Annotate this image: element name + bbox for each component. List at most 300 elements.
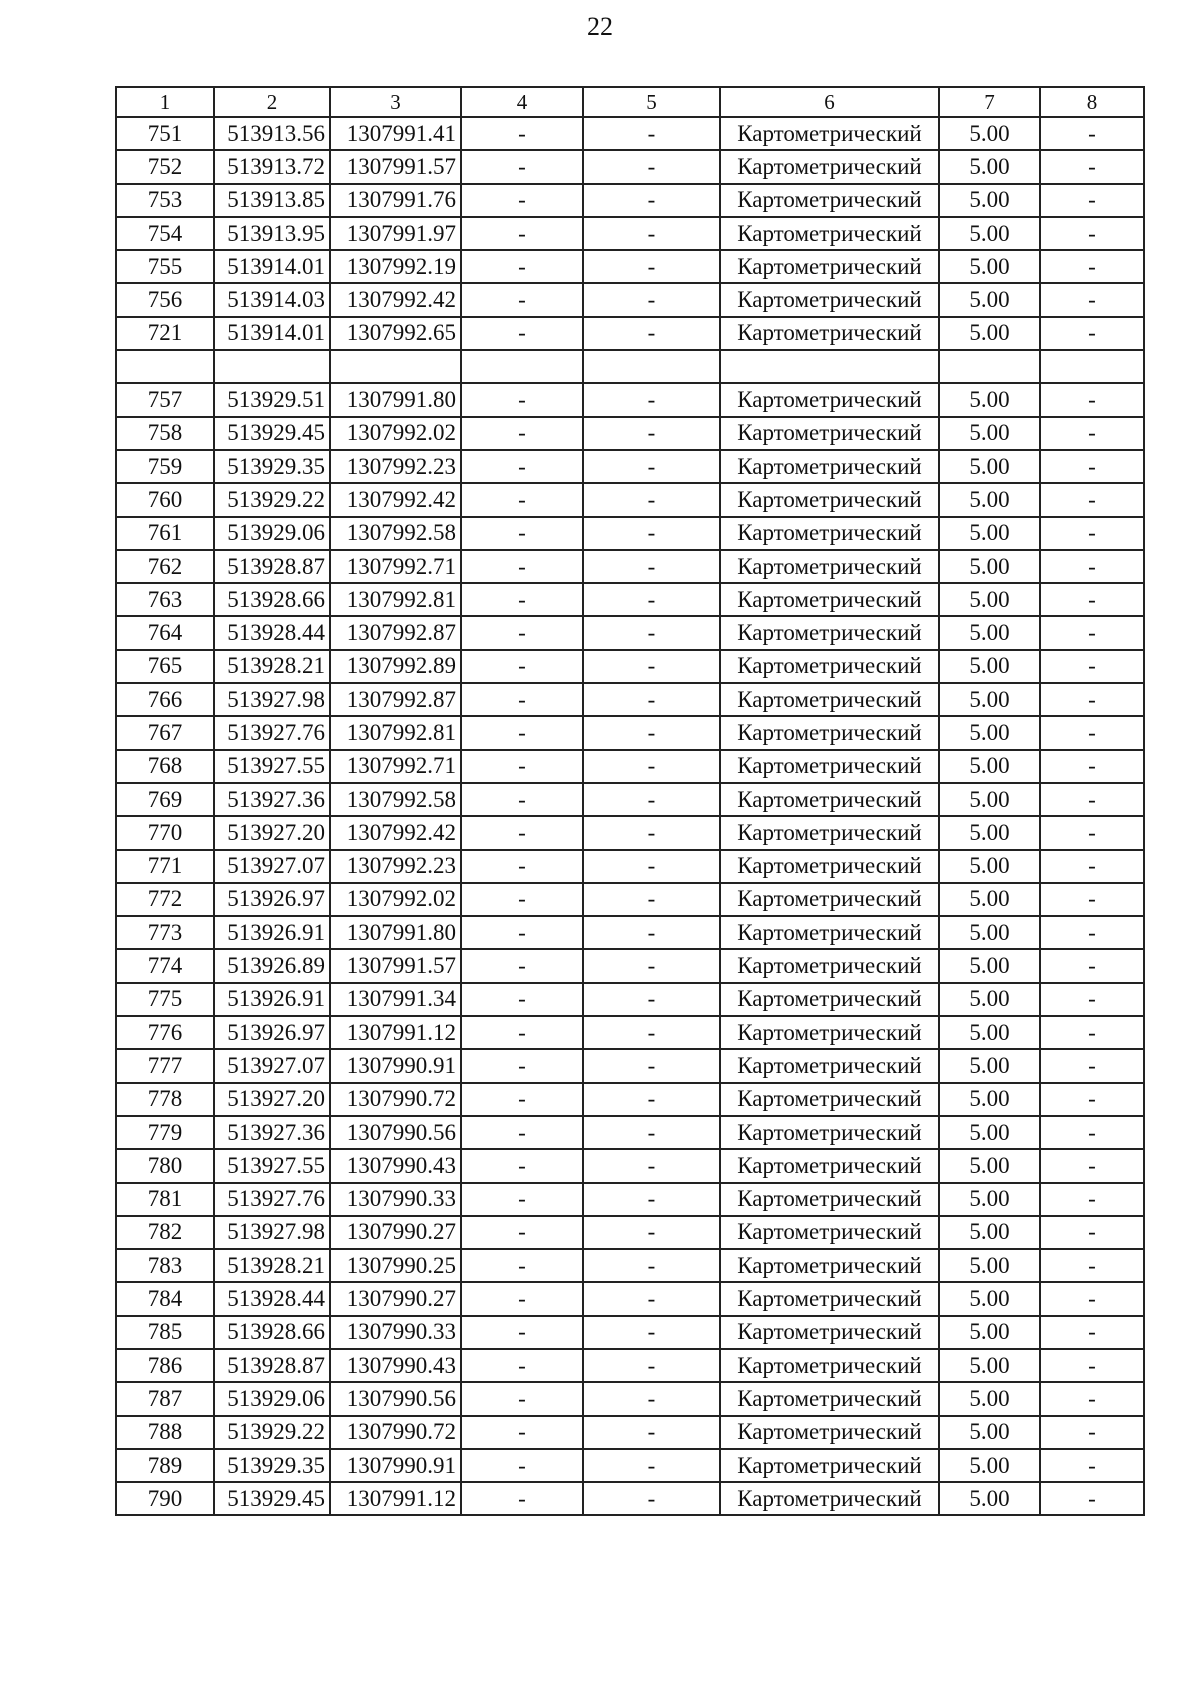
point-number-cell: 756	[116, 283, 214, 316]
column-header-3: 3	[330, 87, 461, 117]
x-coordinate-cell: 513927.07	[214, 1049, 330, 1082]
column-header-6: 6	[720, 87, 939, 117]
y-coordinate-cell	[330, 350, 461, 383]
table-row	[116, 317, 1144, 350]
col-4-cell: -	[461, 1416, 583, 1449]
col-8-cell: -	[1040, 1449, 1144, 1482]
col-4-cell: -	[461, 716, 583, 749]
accuracy-cell: 5.00	[939, 283, 1040, 316]
table-row	[116, 650, 1144, 683]
col-5-cell: -	[583, 1382, 720, 1415]
col-4-cell: -	[461, 1049, 583, 1082]
x-coordinate-cell: 513929.22	[214, 1416, 330, 1449]
col-8-cell: -	[1040, 250, 1144, 283]
col-5-cell: -	[583, 949, 720, 982]
col-8-cell: -	[1040, 616, 1144, 649]
y-coordinate-cell: 1307990.56	[330, 1382, 461, 1415]
table-row	[116, 1149, 1144, 1182]
method-cell: Картометрический	[720, 716, 939, 749]
x-coordinate-cell: 513927.76	[214, 1183, 330, 1216]
accuracy-cell: 5.00	[939, 616, 1040, 649]
col-4-cell: -	[461, 150, 583, 183]
accuracy-cell: 5.00	[939, 1116, 1040, 1149]
y-coordinate-cell: 1307992.71	[330, 750, 461, 783]
table-row	[116, 1449, 1144, 1482]
x-coordinate-cell: 513927.55	[214, 1149, 330, 1182]
col-5-cell: -	[583, 1416, 720, 1449]
col-8-cell: -	[1040, 1382, 1144, 1415]
col-8-cell: -	[1040, 450, 1144, 483]
y-coordinate-cell: 1307992.42	[330, 816, 461, 849]
col-5-cell: -	[583, 750, 720, 783]
col-4-cell: -	[461, 1116, 583, 1149]
point-number-cell: 781	[116, 1183, 214, 1216]
col-5-cell: -	[583, 483, 720, 516]
accuracy-cell: 5.00	[939, 850, 1040, 883]
point-number-cell: 778	[116, 1083, 214, 1116]
col-5-cell: -	[583, 616, 720, 649]
point-number-cell: 760	[116, 483, 214, 516]
table-row	[116, 1183, 1144, 1216]
x-coordinate-cell: 513929.06	[214, 517, 330, 550]
point-number-cell: 776	[116, 1016, 214, 1049]
x-coordinate-cell: 513913.56	[214, 117, 330, 150]
col-4-cell: -	[461, 850, 583, 883]
point-number-cell: 783	[116, 1249, 214, 1282]
point-number-cell: 769	[116, 783, 214, 816]
col-5-cell: -	[583, 317, 720, 350]
table-row	[116, 583, 1144, 616]
x-coordinate-cell: 513929.45	[214, 1482, 330, 1515]
col-8-cell: -	[1040, 1416, 1144, 1449]
col-5-cell: -	[583, 1449, 720, 1482]
x-coordinate-cell: 513927.36	[214, 1116, 330, 1149]
method-cell: Картометрический	[720, 1449, 939, 1482]
accuracy-cell: 5.00	[939, 816, 1040, 849]
accuracy-cell: 5.00	[939, 983, 1040, 1016]
point-number-cell: 752	[116, 150, 214, 183]
x-coordinate-cell: 513927.55	[214, 750, 330, 783]
method-cell: Картометрический	[720, 250, 939, 283]
method-cell: Картометрический	[720, 1116, 939, 1149]
table-row	[116, 816, 1144, 849]
point-number-cell: 784	[116, 1282, 214, 1315]
y-coordinate-cell: 1307992.23	[330, 850, 461, 883]
x-coordinate-cell: 513928.21	[214, 1249, 330, 1282]
point-number-cell: 755	[116, 250, 214, 283]
table-row	[116, 783, 1144, 816]
y-coordinate-cell: 1307991.97	[330, 217, 461, 250]
col-5-cell: -	[583, 883, 720, 916]
col-8-cell: -	[1040, 650, 1144, 683]
col-8-cell: -	[1040, 383, 1144, 416]
col-4-cell: -	[461, 283, 583, 316]
col-8-cell: -	[1040, 1349, 1144, 1382]
col-4-cell: -	[461, 1183, 583, 1216]
col-8-cell: -	[1040, 750, 1144, 783]
col-4-cell: -	[461, 783, 583, 816]
col-4-cell: -	[461, 1083, 583, 1116]
x-coordinate-cell: 513926.91	[214, 916, 330, 949]
column-header-8: 8	[1040, 87, 1144, 117]
col-4-cell: -	[461, 1282, 583, 1315]
method-cell: Картометрический	[720, 1482, 939, 1515]
accuracy-cell: 5.00	[939, 150, 1040, 183]
method-cell: Картометрический	[720, 1149, 939, 1182]
col-8-cell	[1040, 350, 1144, 383]
accuracy-cell: 5.00	[939, 417, 1040, 450]
method-cell: Картометрический	[720, 517, 939, 550]
accuracy-cell: 5.00	[939, 550, 1040, 583]
y-coordinate-cell: 1307992.81	[330, 716, 461, 749]
point-number-cell: 765	[116, 650, 214, 683]
table-row	[116, 1316, 1144, 1349]
point-number-cell: 789	[116, 1449, 214, 1482]
x-coordinate-cell: 513927.98	[214, 683, 330, 716]
accuracy-cell: 5.00	[939, 450, 1040, 483]
y-coordinate-cell: 1307992.19	[330, 250, 461, 283]
method-cell: Картометрический	[720, 184, 939, 217]
y-coordinate-cell: 1307990.56	[330, 1116, 461, 1149]
col-5-cell: -	[583, 916, 720, 949]
col-4-cell: -	[461, 1249, 583, 1282]
accuracy-cell: 5.00	[939, 217, 1040, 250]
x-coordinate-cell: 513928.87	[214, 1349, 330, 1382]
col-5-cell: -	[583, 184, 720, 217]
col-5-cell: -	[583, 217, 720, 250]
method-cell: Картометрический	[720, 750, 939, 783]
column-header-2: 2	[214, 87, 330, 117]
accuracy-cell: 5.00	[939, 1349, 1040, 1382]
col-5-cell: -	[583, 716, 720, 749]
y-coordinate-cell: 1307992.42	[330, 283, 461, 316]
method-cell: Картометрический	[720, 383, 939, 416]
accuracy-cell	[939, 350, 1040, 383]
point-number-cell: 759	[116, 450, 214, 483]
method-cell: Картометрический	[720, 1183, 939, 1216]
y-coordinate-cell: 1307992.58	[330, 517, 461, 550]
accuracy-cell: 5.00	[939, 716, 1040, 749]
y-coordinate-cell: 1307992.89	[330, 650, 461, 683]
table-row	[116, 517, 1144, 550]
col-4-cell: -	[461, 750, 583, 783]
point-number-cell: 786	[116, 1349, 214, 1382]
table-row	[116, 1382, 1144, 1415]
table-row	[116, 1482, 1144, 1515]
method-cell: Картометрический	[720, 850, 939, 883]
y-coordinate-cell: 1307991.80	[330, 916, 461, 949]
point-number-cell: 754	[116, 217, 214, 250]
point-number-cell: 771	[116, 850, 214, 883]
accuracy-cell: 5.00	[939, 1149, 1040, 1182]
method-cell: Картометрический	[720, 1016, 939, 1049]
table-row	[116, 750, 1144, 783]
y-coordinate-cell: 1307992.23	[330, 450, 461, 483]
y-coordinate-cell: 1307991.80	[330, 383, 461, 416]
x-coordinate-cell: 513914.03	[214, 283, 330, 316]
col-5-cell: -	[583, 1249, 720, 1282]
x-coordinate-cell: 513927.07	[214, 850, 330, 883]
y-coordinate-cell: 1307991.57	[330, 150, 461, 183]
col-4-cell: -	[461, 450, 583, 483]
y-coordinate-cell: 1307991.57	[330, 949, 461, 982]
y-coordinate-cell: 1307990.33	[330, 1183, 461, 1216]
method-cell: Картометрический	[720, 117, 939, 150]
col-4-cell: -	[461, 550, 583, 583]
col-4-cell: -	[461, 250, 583, 283]
col-5-cell: -	[583, 816, 720, 849]
accuracy-cell: 5.00	[939, 783, 1040, 816]
table-row	[116, 217, 1144, 250]
col-4-cell: -	[461, 616, 583, 649]
method-cell: Картометрический	[720, 217, 939, 250]
col-4-cell: -	[461, 883, 583, 916]
col-5-cell: -	[583, 450, 720, 483]
method-cell: Картометрический	[720, 616, 939, 649]
method-cell: Картометрический	[720, 450, 939, 483]
point-number-cell: 768	[116, 750, 214, 783]
method-cell: Картометрический	[720, 317, 939, 350]
col-4-cell: -	[461, 184, 583, 217]
table-row	[116, 117, 1144, 150]
col-5-cell: -	[583, 417, 720, 450]
table-row	[116, 350, 1144, 383]
accuracy-cell: 5.00	[939, 483, 1040, 516]
col-5-cell: -	[583, 1183, 720, 1216]
accuracy-cell: 5.00	[939, 383, 1040, 416]
col-8-cell: -	[1040, 117, 1144, 150]
col-4-cell: -	[461, 650, 583, 683]
col-8-cell: -	[1040, 217, 1144, 250]
x-coordinate-cell: 513914.01	[214, 250, 330, 283]
table-row	[116, 1216, 1144, 1249]
col-4-cell: -	[461, 1482, 583, 1515]
y-coordinate-cell: 1307990.91	[330, 1449, 461, 1482]
col-4-cell: -	[461, 383, 583, 416]
col-5-cell: -	[583, 1149, 720, 1182]
x-coordinate-cell: 513926.97	[214, 883, 330, 916]
column-header-7: 7	[939, 87, 1040, 117]
point-number-cell	[116, 350, 214, 383]
column-header-1: 1	[116, 87, 214, 117]
point-number-cell: 787	[116, 1382, 214, 1415]
x-coordinate-cell: 513928.66	[214, 583, 330, 616]
table-body	[116, 117, 1144, 1515]
point-number-cell: 766	[116, 683, 214, 716]
col-8-cell: -	[1040, 1116, 1144, 1149]
table-row	[116, 450, 1144, 483]
x-coordinate-cell: 513927.20	[214, 1083, 330, 1116]
method-cell: Картометрический	[720, 1083, 939, 1116]
col-4-cell: -	[461, 1349, 583, 1382]
accuracy-cell: 5.00	[939, 1183, 1040, 1216]
col-8-cell: -	[1040, 283, 1144, 316]
y-coordinate-cell: 1307990.33	[330, 1316, 461, 1349]
col-8-cell: -	[1040, 1249, 1144, 1282]
method-cell: Картометрический	[720, 483, 939, 516]
accuracy-cell: 5.00	[939, 1216, 1040, 1249]
col-8-cell: -	[1040, 150, 1144, 183]
table-row	[116, 1016, 1144, 1049]
col-4-cell: -	[461, 683, 583, 716]
col-5-cell: -	[583, 1282, 720, 1315]
x-coordinate-cell: 513928.21	[214, 650, 330, 683]
col-5-cell: -	[583, 850, 720, 883]
col-4-cell: -	[461, 1382, 583, 1415]
accuracy-cell: 5.00	[939, 184, 1040, 217]
table-row	[116, 283, 1144, 316]
method-cell: Картометрический	[720, 1349, 939, 1382]
col-5-cell: -	[583, 583, 720, 616]
accuracy-cell: 5.00	[939, 117, 1040, 150]
x-coordinate-cell: 513927.20	[214, 816, 330, 849]
y-coordinate-cell: 1307991.41	[330, 117, 461, 150]
y-coordinate-cell: 1307992.02	[330, 883, 461, 916]
x-coordinate-cell: 513929.35	[214, 1449, 330, 1482]
point-number-cell: 782	[116, 1216, 214, 1249]
table-row	[116, 683, 1144, 716]
coordinates-table	[115, 86, 1145, 1516]
accuracy-cell: 5.00	[939, 517, 1040, 550]
table-row	[116, 883, 1144, 916]
y-coordinate-cell: 1307991.76	[330, 184, 461, 217]
col-5-cell: -	[583, 1482, 720, 1515]
col-8-cell: -	[1040, 1083, 1144, 1116]
col-8-cell: -	[1040, 949, 1144, 982]
y-coordinate-cell: 1307990.72	[330, 1416, 461, 1449]
accuracy-cell: 5.00	[939, 949, 1040, 982]
method-cell: Картометрический	[720, 949, 939, 982]
point-number-cell: 790	[116, 1482, 214, 1515]
method-cell: Картометрический	[720, 1416, 939, 1449]
col-4-cell: -	[461, 1316, 583, 1349]
method-cell: Картометрический	[720, 1049, 939, 1082]
col-8-cell: -	[1040, 816, 1144, 849]
y-coordinate-cell: 1307991.12	[330, 1016, 461, 1049]
col-8-cell: -	[1040, 1016, 1144, 1049]
method-cell: Картометрический	[720, 1216, 939, 1249]
table-row	[116, 184, 1144, 217]
accuracy-cell: 5.00	[939, 1049, 1040, 1082]
accuracy-cell: 5.00	[939, 1482, 1040, 1515]
x-coordinate-cell: 513927.76	[214, 716, 330, 749]
x-coordinate-cell: 513913.95	[214, 217, 330, 250]
col-4-cell: -	[461, 217, 583, 250]
y-coordinate-cell: 1307992.71	[330, 550, 461, 583]
col-8-cell: -	[1040, 184, 1144, 217]
point-number-cell: 777	[116, 1049, 214, 1082]
table-row	[116, 250, 1144, 283]
col-4-cell: -	[461, 417, 583, 450]
x-coordinate-cell: 513913.85	[214, 184, 330, 217]
point-number-cell: 764	[116, 616, 214, 649]
point-number-cell: 772	[116, 883, 214, 916]
col-8-cell: -	[1040, 317, 1144, 350]
point-number-cell: 762	[116, 550, 214, 583]
col-4-cell: -	[461, 1216, 583, 1249]
y-coordinate-cell: 1307992.65	[330, 317, 461, 350]
y-coordinate-cell: 1307991.34	[330, 983, 461, 1016]
method-cell: Картометрический	[720, 916, 939, 949]
accuracy-cell: 5.00	[939, 583, 1040, 616]
accuracy-cell: 5.00	[939, 1449, 1040, 1482]
col-4-cell: -	[461, 483, 583, 516]
point-number-cell: 757	[116, 383, 214, 416]
col-5-cell: -	[583, 783, 720, 816]
col-5-cell: -	[583, 550, 720, 583]
table-row	[116, 1249, 1144, 1282]
y-coordinate-cell: 1307990.43	[330, 1149, 461, 1182]
col-4-cell: -	[461, 1449, 583, 1482]
col-8-cell: -	[1040, 1282, 1144, 1315]
x-coordinate-cell: 513926.91	[214, 983, 330, 1016]
col-8-cell: -	[1040, 483, 1144, 516]
x-coordinate-cell: 513929.45	[214, 417, 330, 450]
y-coordinate-cell: 1307991.12	[330, 1482, 461, 1515]
table-row	[116, 1282, 1144, 1315]
accuracy-cell: 5.00	[939, 1083, 1040, 1116]
point-number-cell: 773	[116, 916, 214, 949]
method-cell: Картометрический	[720, 1316, 939, 1349]
col-8-cell: -	[1040, 1482, 1144, 1515]
accuracy-cell: 5.00	[939, 916, 1040, 949]
col-4-cell: -	[461, 1016, 583, 1049]
method-cell: Картометрический	[720, 816, 939, 849]
y-coordinate-cell: 1307992.02	[330, 417, 461, 450]
page-number: 22	[587, 12, 613, 41]
col-4-cell: -	[461, 1149, 583, 1182]
col-4-cell: -	[461, 816, 583, 849]
col-8-cell: -	[1040, 983, 1144, 1016]
method-cell: Картометрический	[720, 783, 939, 816]
x-coordinate-cell: 513913.72	[214, 150, 330, 183]
point-number-cell: 774	[116, 949, 214, 982]
y-coordinate-cell: 1307992.42	[330, 483, 461, 516]
col-5-cell: -	[583, 383, 720, 416]
method-cell: Картометрический	[720, 883, 939, 916]
x-coordinate-cell: 513926.89	[214, 949, 330, 982]
col-8-cell: -	[1040, 1049, 1144, 1082]
x-coordinate-cell: 513927.98	[214, 1216, 330, 1249]
col-5-cell: -	[583, 650, 720, 683]
accuracy-cell: 5.00	[939, 250, 1040, 283]
point-number-cell: 751	[116, 117, 214, 150]
table-row	[116, 383, 1144, 416]
col-5-cell: -	[583, 1083, 720, 1116]
accuracy-cell: 5.00	[939, 317, 1040, 350]
col-4-cell	[461, 350, 583, 383]
col-8-cell: -	[1040, 916, 1144, 949]
table-row	[116, 983, 1144, 1016]
col-4-cell: -	[461, 916, 583, 949]
x-coordinate-cell: 513929.35	[214, 450, 330, 483]
y-coordinate-cell: 1307990.91	[330, 1049, 461, 1082]
x-coordinate-cell: 513929.22	[214, 483, 330, 516]
column-header-4: 4	[461, 87, 583, 117]
col-5-cell: -	[583, 117, 720, 150]
y-coordinate-cell: 1307990.43	[330, 1349, 461, 1382]
method-cell: Картометрический	[720, 1282, 939, 1315]
col-5-cell: -	[583, 250, 720, 283]
col-4-cell: -	[461, 317, 583, 350]
table-header-row	[116, 87, 1144, 117]
accuracy-cell: 5.00	[939, 1249, 1040, 1282]
y-coordinate-cell: 1307990.27	[330, 1216, 461, 1249]
col-8-cell: -	[1040, 683, 1144, 716]
col-8-cell: -	[1040, 716, 1144, 749]
method-cell: Картометрический	[720, 683, 939, 716]
y-coordinate-cell: 1307990.72	[330, 1083, 461, 1116]
